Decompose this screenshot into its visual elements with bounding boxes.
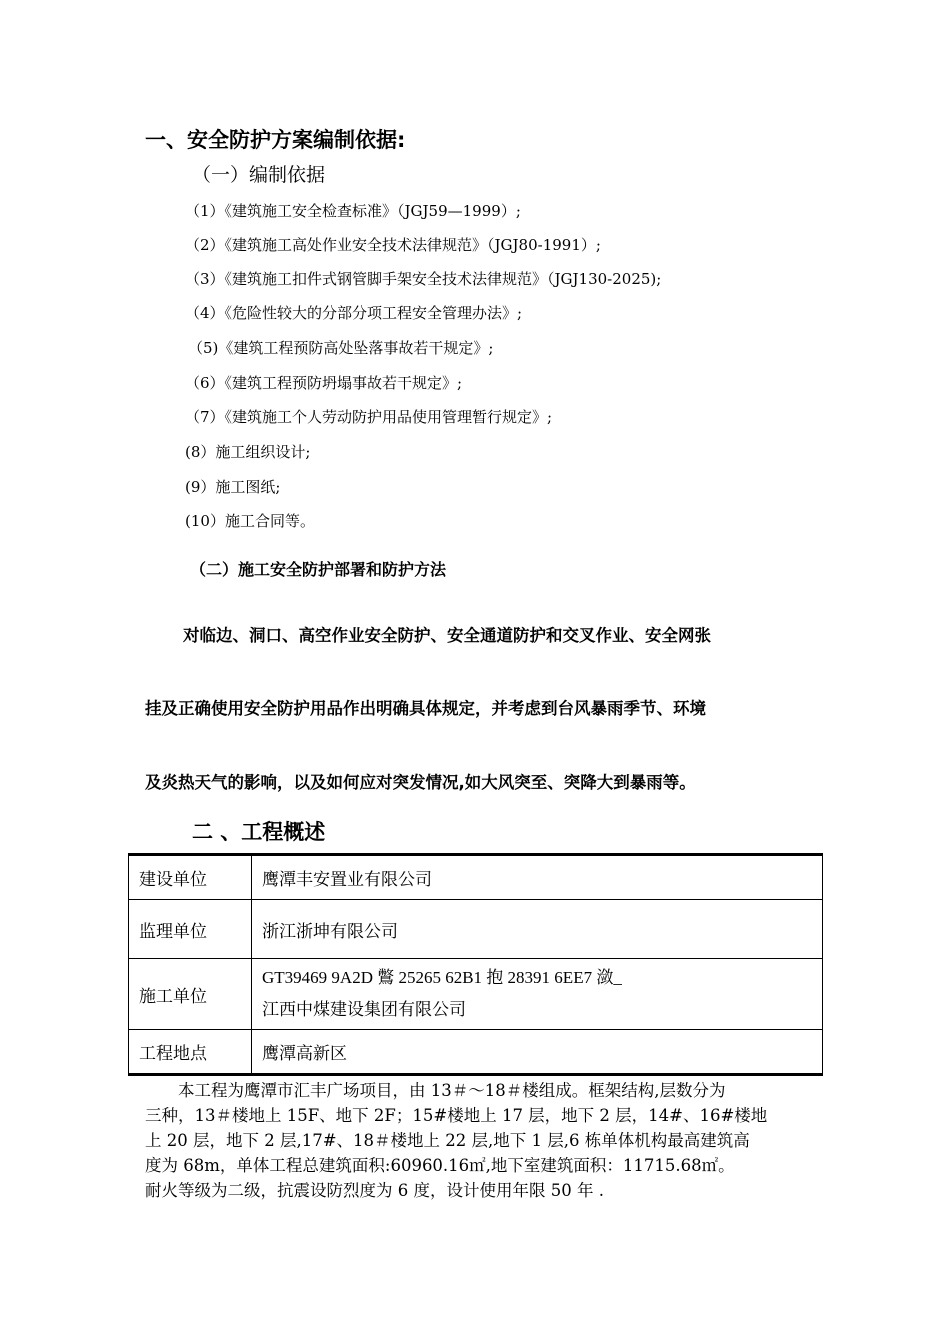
table-value-line: GT39469 9A2D 鷩 25265 62B1 抱 28391 6EE7 潋_ [262,968,622,987]
reference-item: （4）《危险性较大的分部分项工程安全管理办法》; [185,304,523,322]
reference-item: （3）《建筑施工扣件式钢管脚手架安全技术法律规范》（JGJ130-2025); [185,270,662,288]
reference-item: （6）《建筑工程预防坍塌事故若干规定》; [185,374,463,392]
reference-item: (10）施工合同等。 [185,512,315,530]
table-row [129,1030,823,1075]
table-value: 鹰潭高新区 [252,1030,823,1075]
table-value: 浙江浙坤有限公司 [252,900,823,959]
description-line: 度为 68m，单体工程总建筑面积:60960.16㎡,地下室建筑面积：11715.68㎡。 [145,1156,735,1175]
subsection-2-title: （二）施工安全防护部署和防护方法 [190,560,447,579]
section-2-title: 二 、工程概述 [192,820,326,844]
description-line: 本工程为鹰潭市汇丰广场项目，由 13＃～18＃楼组成。框架结构,层数分为 [145,1081,726,1100]
table-value-line: 江西中煤建设集团有限公司 [262,1000,466,1020]
subsection-1-title: （一）编制依据 [192,164,326,186]
project-info-table [128,853,823,1076]
table-row [129,855,823,900]
reference-item: (9）施工图纸; [185,478,281,496]
table-row [129,959,823,1030]
description-line: 上 20 层，地下 2 层,17#、18＃楼地上 22 层,地下 1 层,6 栋单体机构最高建筑高 [145,1131,750,1150]
table-row [129,900,823,959]
table-value: 鹰潭丰安置业有限公司 [252,855,823,900]
table-label: 施工单位 [129,959,252,1030]
table-value-multiline [252,959,823,1030]
paragraph-line: 挂及正确使用安全防护用品作出明确具体规定，并考虑到台风暴雨季节、环境 [145,699,706,718]
paragraph-line: 对临边、洞口、高空作业安全防护、安全通道防护和交叉作业、安全网张 [183,626,711,645]
reference-item: （1）《建筑施工安全检查标准》（JGJ59—1999）; [185,202,521,220]
section-1-title: 一、安全防护方案编制依据: [145,128,406,152]
table-label: 监理单位 [129,900,252,959]
description-line: 三种，13＃楼地上 15F、地下 2F；15#楼地上 17 层，地下 2 层，14#、16#楼地 [145,1106,768,1125]
reference-item: （7）《建筑施工个人劳动防护用品使用管理暂行规定》; [185,408,553,426]
table-label: 建设单位 [129,855,252,900]
reference-item: （2）《建筑施工高处作业安全技术法律规范》（JGJ80-1991）; [185,236,601,254]
project-description [145,1078,815,1203]
reference-item: （5)《建筑工程预防高处坠落事故若干规定》; [188,339,494,357]
description-line: 耐火等级为二级，抗震设防烈度为 6 度，设计使用年限 50 年 . [145,1181,604,1200]
paragraph-line: 及炎热天气的影响，以及如何应对突发情况,如大风突至、突降大到暴雨等。 [145,773,696,792]
reference-item: (8）施工组织设计; [185,443,311,461]
table-label: 工程地点 [129,1030,252,1075]
